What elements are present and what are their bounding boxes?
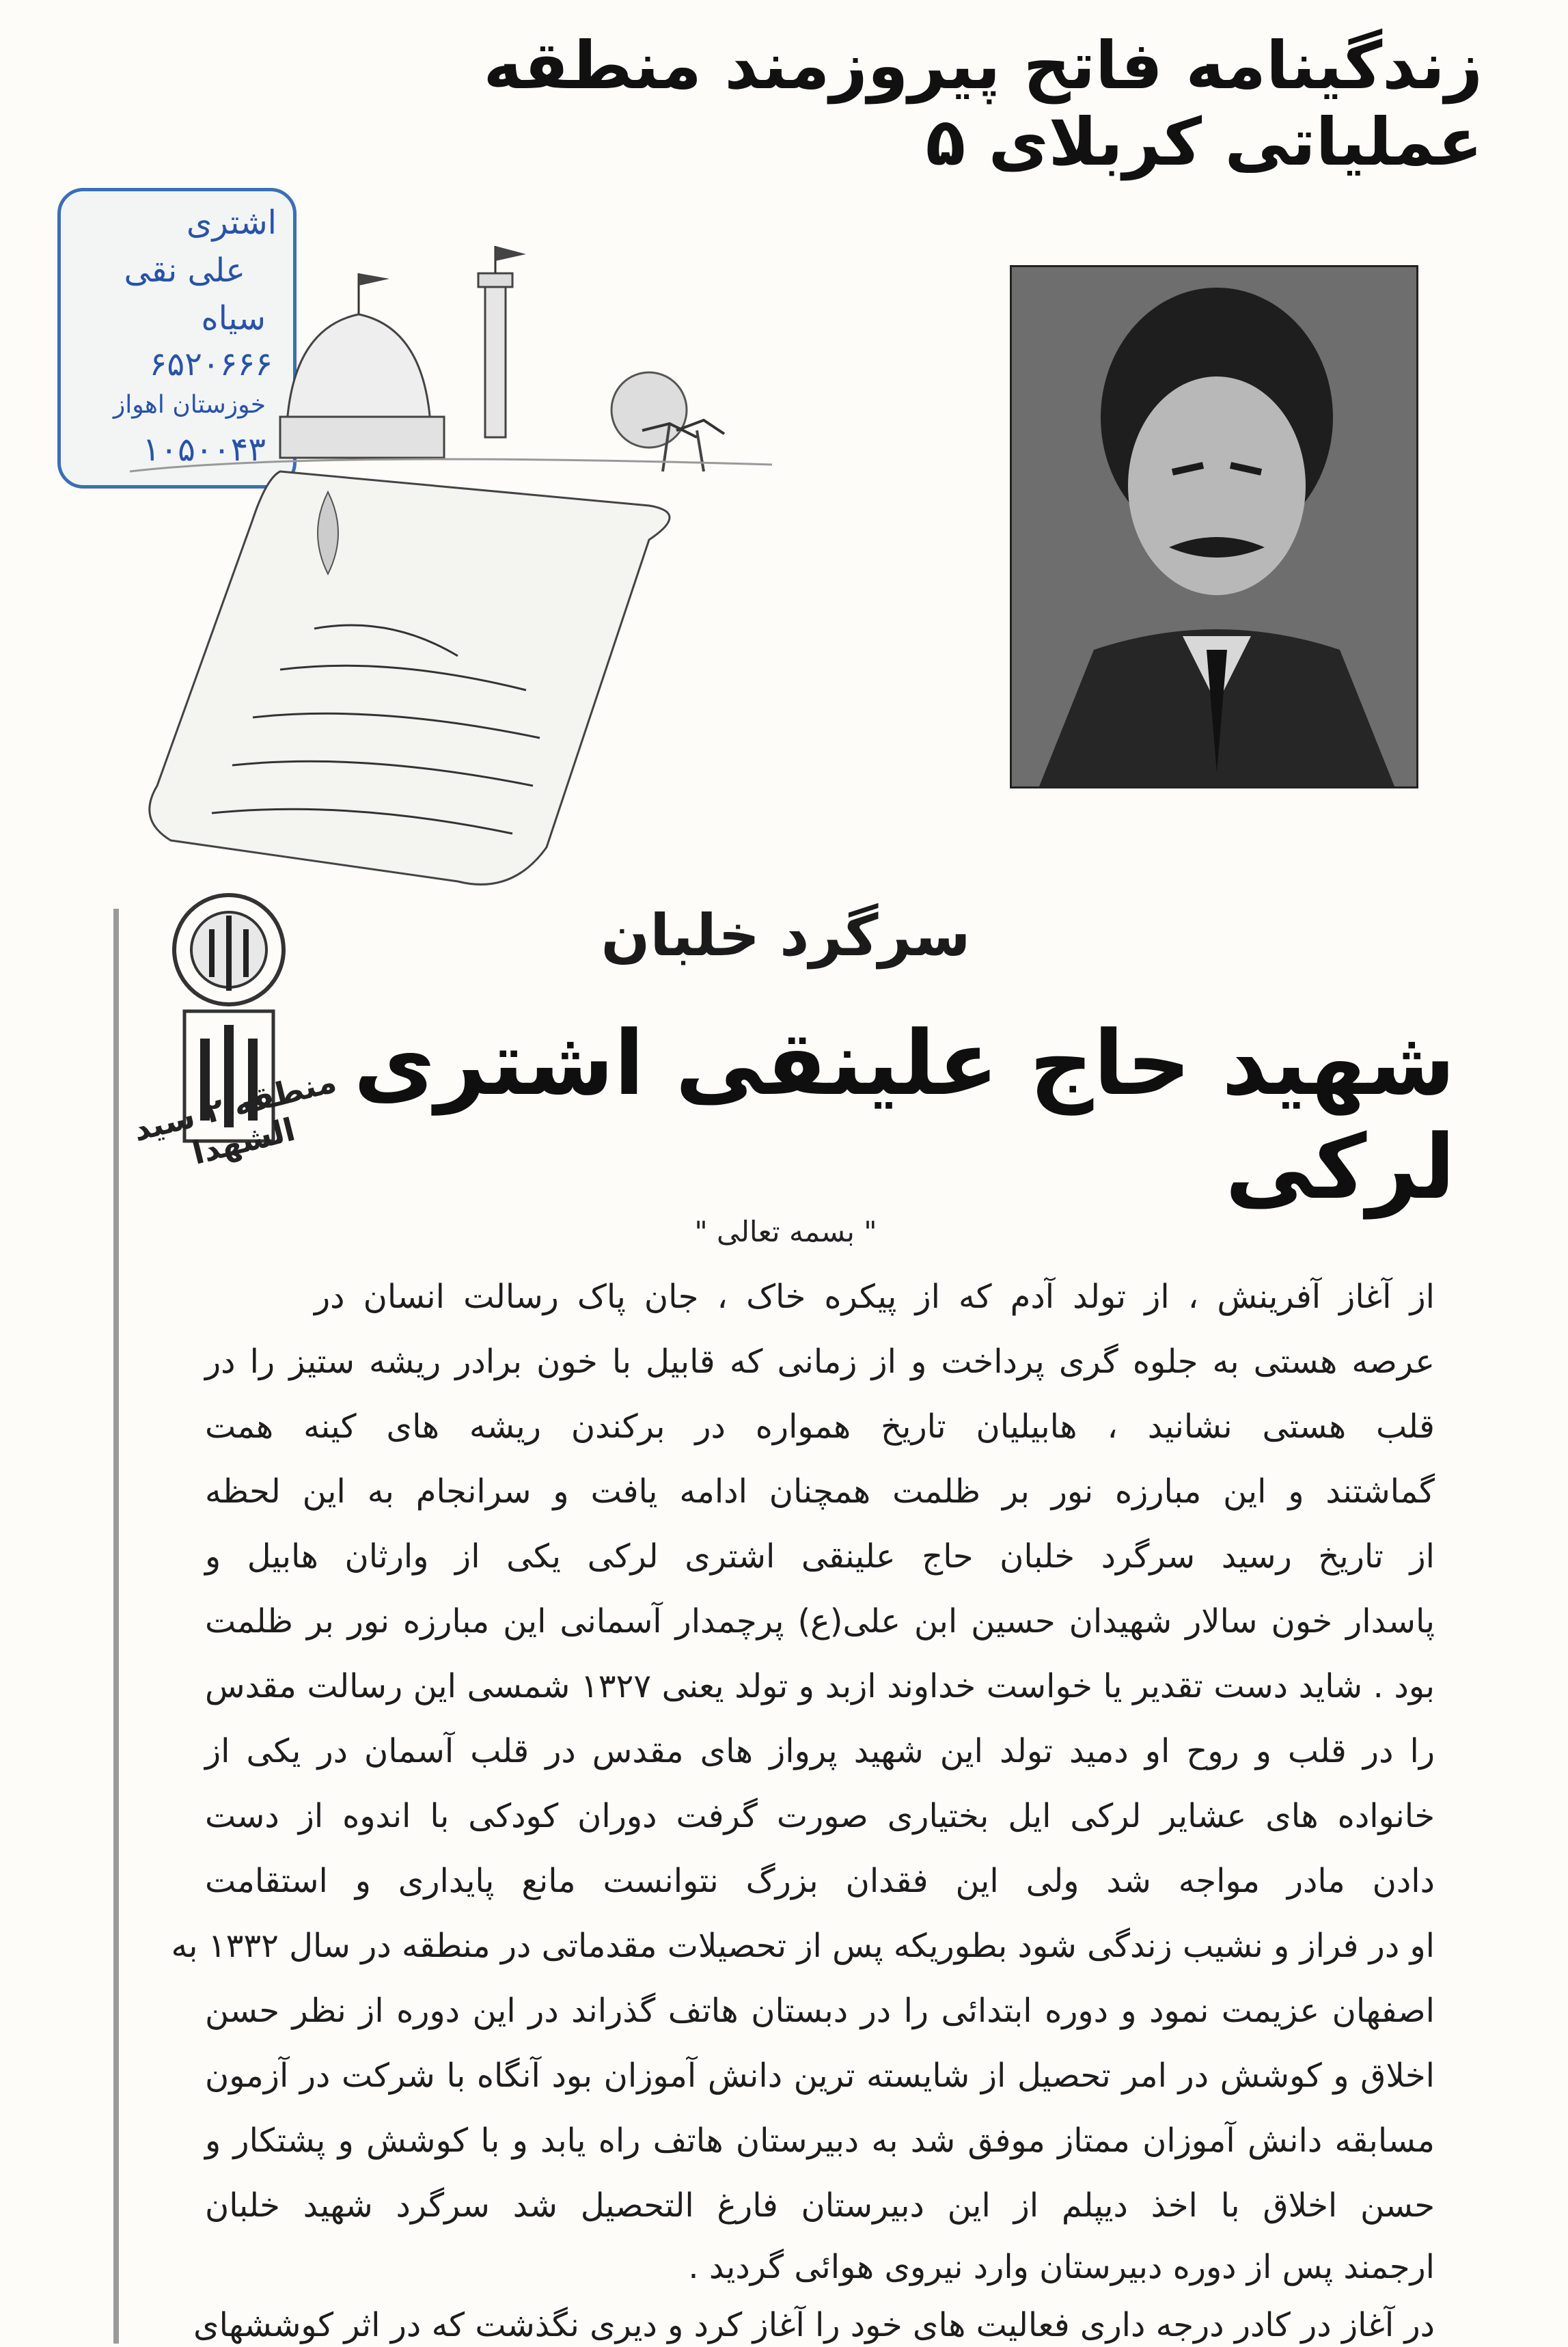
margin-rule (113, 909, 119, 2344)
page-headline: زندگینامه فاتح پیروزمند منطقه عملیاتی کربلای ۵ (483, 27, 1483, 180)
martyr-name: شهید حاج علینقی اشتری لرکی (353, 1011, 1455, 1219)
stamp-line: اشتری (186, 204, 277, 242)
body-line: در آغاز در کادر درجه داری فعالیت های خود را آغاز کرد و دیری نگذشت که در اثر کوششهای (193, 2306, 1435, 2344)
body-line: دادن مادر مواجه شد ولی این فقدان بزرگ نتوانست مانع پایداری و استقامت (205, 1862, 1435, 1900)
stamp-line: ۱۰۵۰۰۴۳ (142, 430, 266, 469)
bismillah-heading: " بسمه تعالی " (694, 1215, 877, 1248)
portrait-photo (1010, 265, 1418, 788)
stamp-line: ۶۵۲۰۶۶۶ (149, 345, 273, 383)
body-line: گماشتند و این مبارزه نور بر ظلمت همچنان ادامه یافت و سرانجام به این لحظه (205, 1472, 1435, 1511)
body-line: حسن اخلاق با اخذ دیپلم از این دبیرستان فارغ التحصیل شد سرگرد شهید خلبان (205, 2186, 1435, 2225)
body-line: را در قلب و روح او دمید تولد این شهید پرواز های مقدس در قلب آسمان در یکی از (205, 1732, 1435, 1770)
body-line: اخلاق و کوشش در امر تحصیل از شایسته ترین دانش آموزان بود آنگاه با شرکت در آزمون (205, 2057, 1435, 2095)
body-line: عرصه هستی به جلوه گری پرداخت و از زمانی که قابیل با خون برادر ریشه ستیز را در (205, 1343, 1435, 1381)
body-line: از آغاز آفرینش ، از تولد آدم که از پیکره خاک ، جان پاک رسالت انسان در (314, 1278, 1435, 1316)
body-line: قلب هستی نشانید ، هابیلیان تاریخ همواره در برکندن ریشه های کینه همت (205, 1408, 1435, 1446)
zone-signature: منطقه ۲ سید الشهدا (129, 1062, 340, 1172)
body-line: ارجمند پس از دوره دبیرستان وارد نیروی هوائی گردید . (688, 2248, 1435, 2286)
body-line: اصفهان عزیمت نمود و دوره ابتدائی را در دبستان هاتف گذراند در این دوره از نظر حسن (205, 1992, 1435, 2030)
body-line: بود . شاید دست تقدیر یا خواست خداوند ازبد و تولد یعنی ۱۳۲۷ شمسی این رسالت مقدس (205, 1667, 1435, 1705)
body-line: خانواده های عشایر لرکی ایل بختیاری صورت گرفت دوران کودکی با اندوه از دست (205, 1797, 1435, 1835)
rank-title: سرگرد خلبان (601, 902, 971, 969)
body-line: او در فراز و نشیب زندگی شود بطوریکه پس از تحصیلات مقدماتی در منطقه در سال ۱۳۳۲ به (171, 1927, 1435, 1965)
body-line: از تاریخ رسید سرگرد خلبان حاج علینقی اشتری لرکی یکی از وارثان هابیل و (205, 1537, 1435, 1576)
body-line: مسابقه دانش آموزان ممتاز موفق شد به دبیرستان هاتف راه یابد و با کوشش و پشتکار و (205, 2122, 1435, 2160)
stamp-line: سیاه (201, 299, 266, 338)
body-line: پاسدار خون سالار شهیدان حسین ابن علی(ع) پرچمدار آسمانی این مبارزه نور بر ظلمت (205, 1602, 1435, 1641)
stamp-line: علی نقی (124, 251, 245, 290)
shrine-illustration (102, 246, 786, 916)
stamp-line: خوزستان اهواز (113, 391, 266, 419)
